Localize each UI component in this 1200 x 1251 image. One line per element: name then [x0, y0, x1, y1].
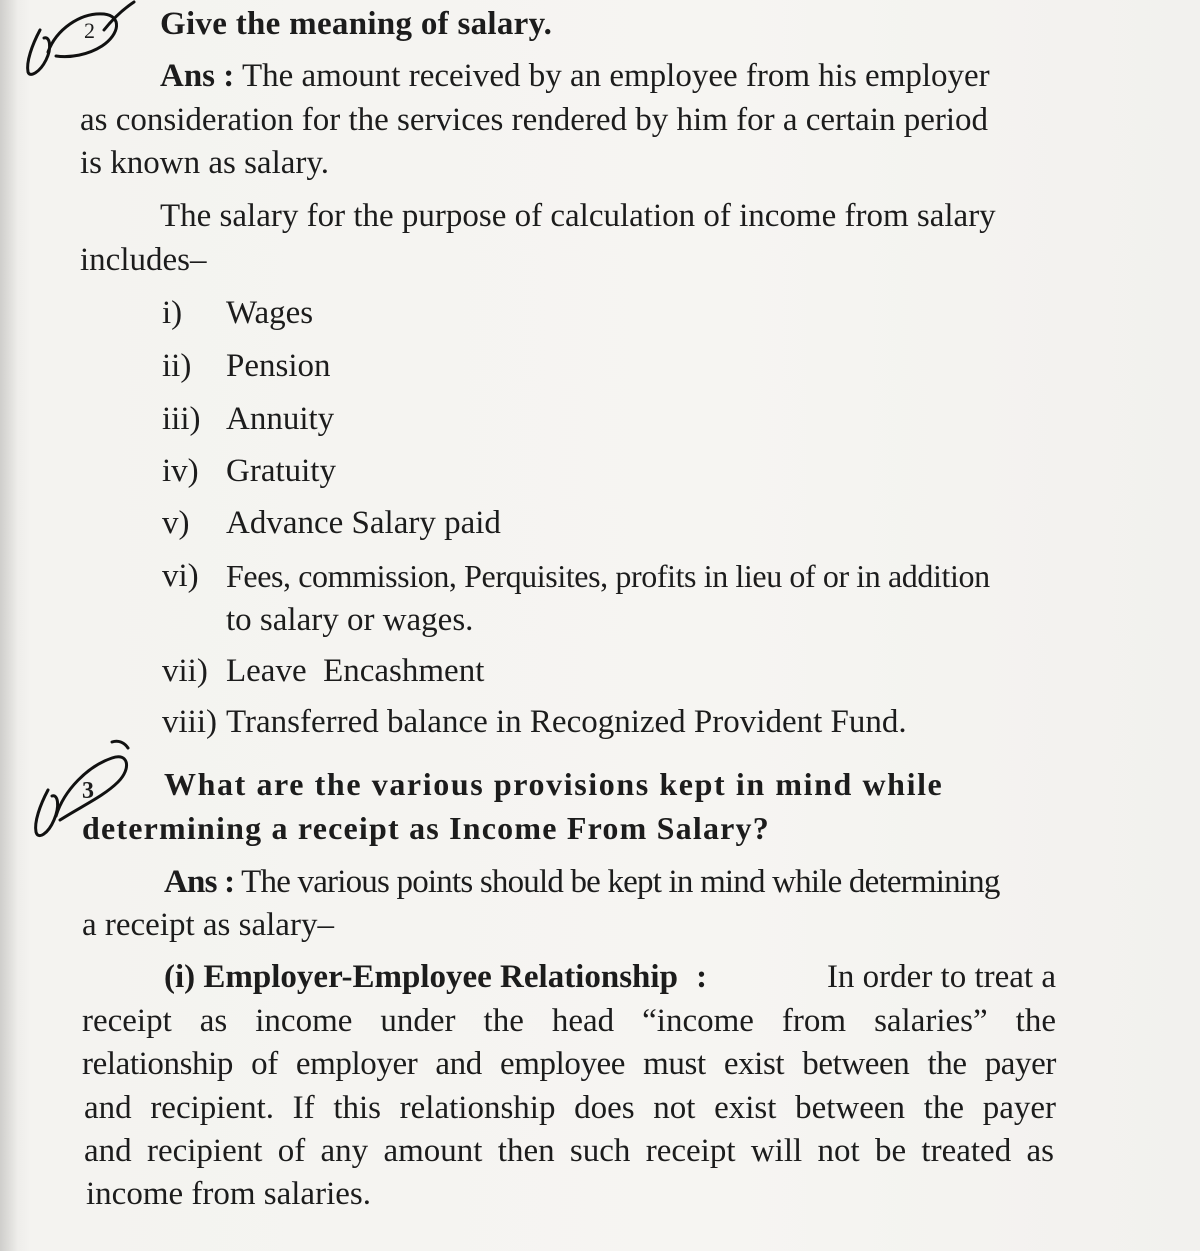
q2-answer-line-2: as consideration for the services rendered by him for a certain period	[80, 102, 989, 138]
list-item-number: iii)	[162, 401, 201, 437]
q3-point1-line-5: and recipient of any amount then such receipt will not be treated as	[84, 1133, 1054, 1169]
q3-answer-line-2: a receipt as salary–	[82, 907, 334, 943]
list-item-text: Pension	[226, 348, 331, 384]
list-item-text: Transferred balance in Recognized Provident Fund.	[226, 704, 907, 740]
list-item-number: viii)	[162, 704, 217, 740]
list-item-text: Advance Salary paid	[226, 505, 501, 541]
q3-point1-heading	[164, 957, 707, 997]
page-edge-shadow	[0, 0, 18, 1251]
q3-point1-colon: :	[696, 959, 708, 995]
q2-ans-text-1: The amount received by an employee from his employer	[241, 58, 990, 94]
list-item-text: Annuity	[226, 401, 335, 437]
q3-point1-label: (i) Employer-Employee Relationship	[164, 959, 678, 995]
q2-intro-line-2: includes–	[80, 242, 207, 278]
q2-pen-mark	[28, 2, 134, 74]
q3-point1-line-1	[164, 957, 1056, 997]
q3-marker-number: 3	[82, 778, 94, 804]
q2-answer-line-3: is known as salary.	[80, 145, 329, 181]
list-item-number: ii)	[162, 348, 192, 384]
q3-title-line-2: determining a receipt as Income From Salary?	[82, 810, 770, 846]
list-item-text: Fees, commission, Perquisites, profits in lieu of or in addition	[226, 558, 990, 594]
q2-title: Give the meaning of salary.	[160, 6, 553, 42]
list-item-text: Leave Encashment	[226, 653, 485, 689]
q2-answer-line-1	[160, 56, 990, 96]
q2-intro-line-1: The salary for the purpose of calculation of income from salary	[160, 198, 996, 234]
list-item-text: Wages	[226, 295, 314, 331]
q3-title-line-1: What are the various provisions kept in mind while	[164, 766, 944, 802]
q3-ans-text-1: The various points should be kept in mind while determining	[241, 864, 1000, 900]
q2-ans-label: Ans :	[160, 58, 235, 94]
list-item-number: vii)	[162, 653, 208, 689]
q3-answer-line-1	[164, 862, 1000, 902]
q3-point1-line-6: income from salaries.	[86, 1176, 371, 1212]
list-item-number: vi)	[162, 558, 199, 594]
q3-point1-line-2: receipt as income under the head “income from salaries” the	[82, 1003, 1056, 1039]
list-item-number: i)	[162, 295, 183, 331]
list-item-text-continued: to salary or wages.	[226, 602, 474, 638]
list-item-text: Gratuity	[226, 453, 336, 489]
q3-ans-label: Ans :	[164, 864, 235, 900]
q2-marker-number: 2	[84, 18, 95, 43]
list-item-number: v)	[162, 505, 190, 541]
list-item-number: iv)	[162, 453, 199, 489]
q3-point1-line-4: and recipient. If this relationship does not exist between the payer	[84, 1090, 1056, 1126]
q3-point1-text-1: In order to treat a	[826, 959, 1056, 995]
q3-point1-line-3: relationship of employer and employee must exist between the payer	[82, 1046, 1056, 1082]
